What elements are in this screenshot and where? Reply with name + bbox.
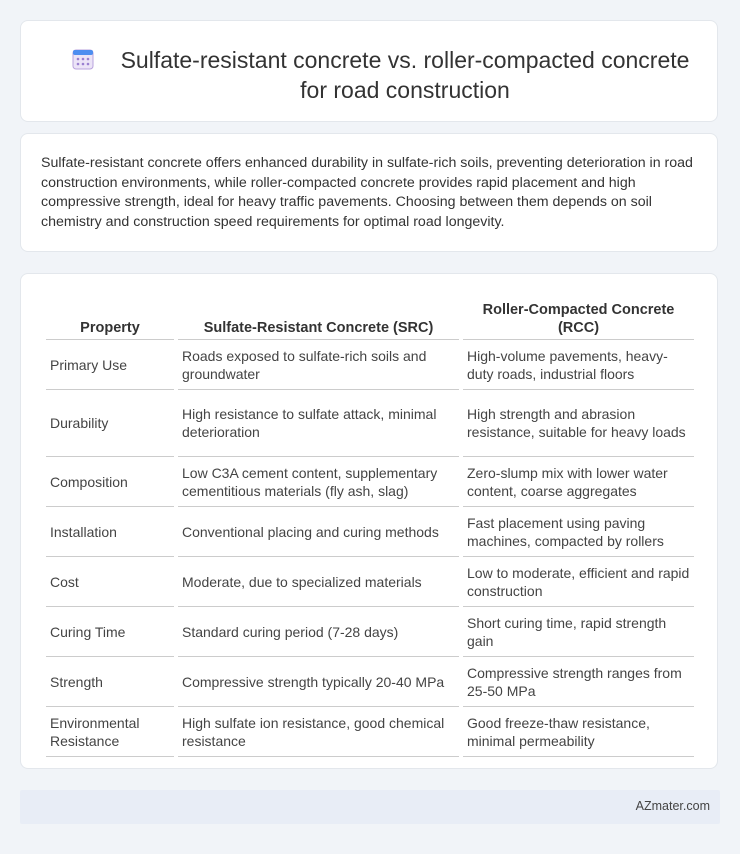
row-rcc-value: Low to moderate, efficient and rapid construction	[463, 557, 694, 607]
table-row	[46, 390, 694, 457]
row-src-value: High resistance to sulfate attack, minimal deterioration	[178, 390, 459, 457]
row-property: Installation	[46, 507, 174, 557]
comparison-table-card	[20, 273, 718, 769]
header-src: Sulfate-Resistant Concrete (SRC)	[178, 295, 459, 340]
intro-card	[20, 133, 718, 252]
row-src-value: Conventional placing and curing methods	[178, 507, 459, 557]
row-rcc-value: Compressive strength ranges from 25-50 MPa	[463, 657, 694, 707]
row-rcc-value: High-volume pavements, heavy-duty roads, industrial floors	[463, 340, 694, 390]
header-rcc: Roller-Compacted Concrete (RCC)	[463, 295, 694, 340]
header-property: Property	[46, 295, 174, 340]
row-property: Durability	[46, 390, 174, 457]
row-rcc-value: Fast placement using paving machines, compacted by rollers	[463, 507, 694, 557]
page-title: Sulfate-resistant concrete vs. roller-compacted concrete for road construction	[120, 47, 690, 103]
row-src-value: Standard curing period (7-28 days)	[178, 607, 459, 657]
comparison-table	[42, 295, 698, 757]
row-src-value: Moderate, due to specialized materials	[178, 557, 459, 607]
row-property: Primary Use	[46, 340, 174, 390]
table-row	[46, 607, 694, 657]
row-rcc-value: Short curing time, rapid strength gain	[463, 607, 694, 657]
row-src-value: Roads exposed to sulfate-rich soils and groundwater	[178, 340, 459, 390]
table-row	[46, 707, 694, 757]
footer-brand-link[interactable]: AZmater.com	[635, 799, 710, 813]
table-row	[46, 557, 694, 607]
row-property: Environmental Resistance	[46, 707, 174, 757]
intro-paragraph: Sulfate-resistant concrete offers enhanced durability in sulfate-rich soils, preventing deterioration in road construction environments, while roller-compacted concrete provides rapid placement and high compressive strength, ideal for heavy traffic pavements. Choosing between them depends on soil chemistry and construction speed requirements for optimal road longevity.	[41, 155, 693, 230]
row-src-value: Low C3A cement content, supplementary cementitious materials (fly ash, slag)	[178, 457, 459, 507]
table-row	[46, 340, 694, 390]
row-property: Composition	[46, 457, 174, 507]
calendar-grid-icon	[71, 47, 95, 71]
table-row	[46, 657, 694, 707]
row-rcc-value: Good freeze-thaw resistance, minimal permeability	[463, 707, 694, 757]
table-row	[46, 507, 694, 557]
table-header-row	[46, 295, 694, 340]
row-property: Curing Time	[46, 607, 174, 657]
title-card	[20, 20, 718, 122]
row-src-value: Compressive strength typically 20-40 MPa	[178, 657, 459, 707]
row-rcc-value: High strength and abrasion resistance, suitable for heavy loads	[463, 390, 694, 457]
footer-bar	[20, 790, 720, 824]
row-property: Strength	[46, 657, 174, 707]
row-rcc-value: Zero-slump mix with lower water content, coarse aggregates	[463, 457, 694, 507]
row-property: Cost	[46, 557, 174, 607]
table-row	[46, 457, 694, 507]
row-src-value: High sulfate ion resistance, good chemical resistance	[178, 707, 459, 757]
